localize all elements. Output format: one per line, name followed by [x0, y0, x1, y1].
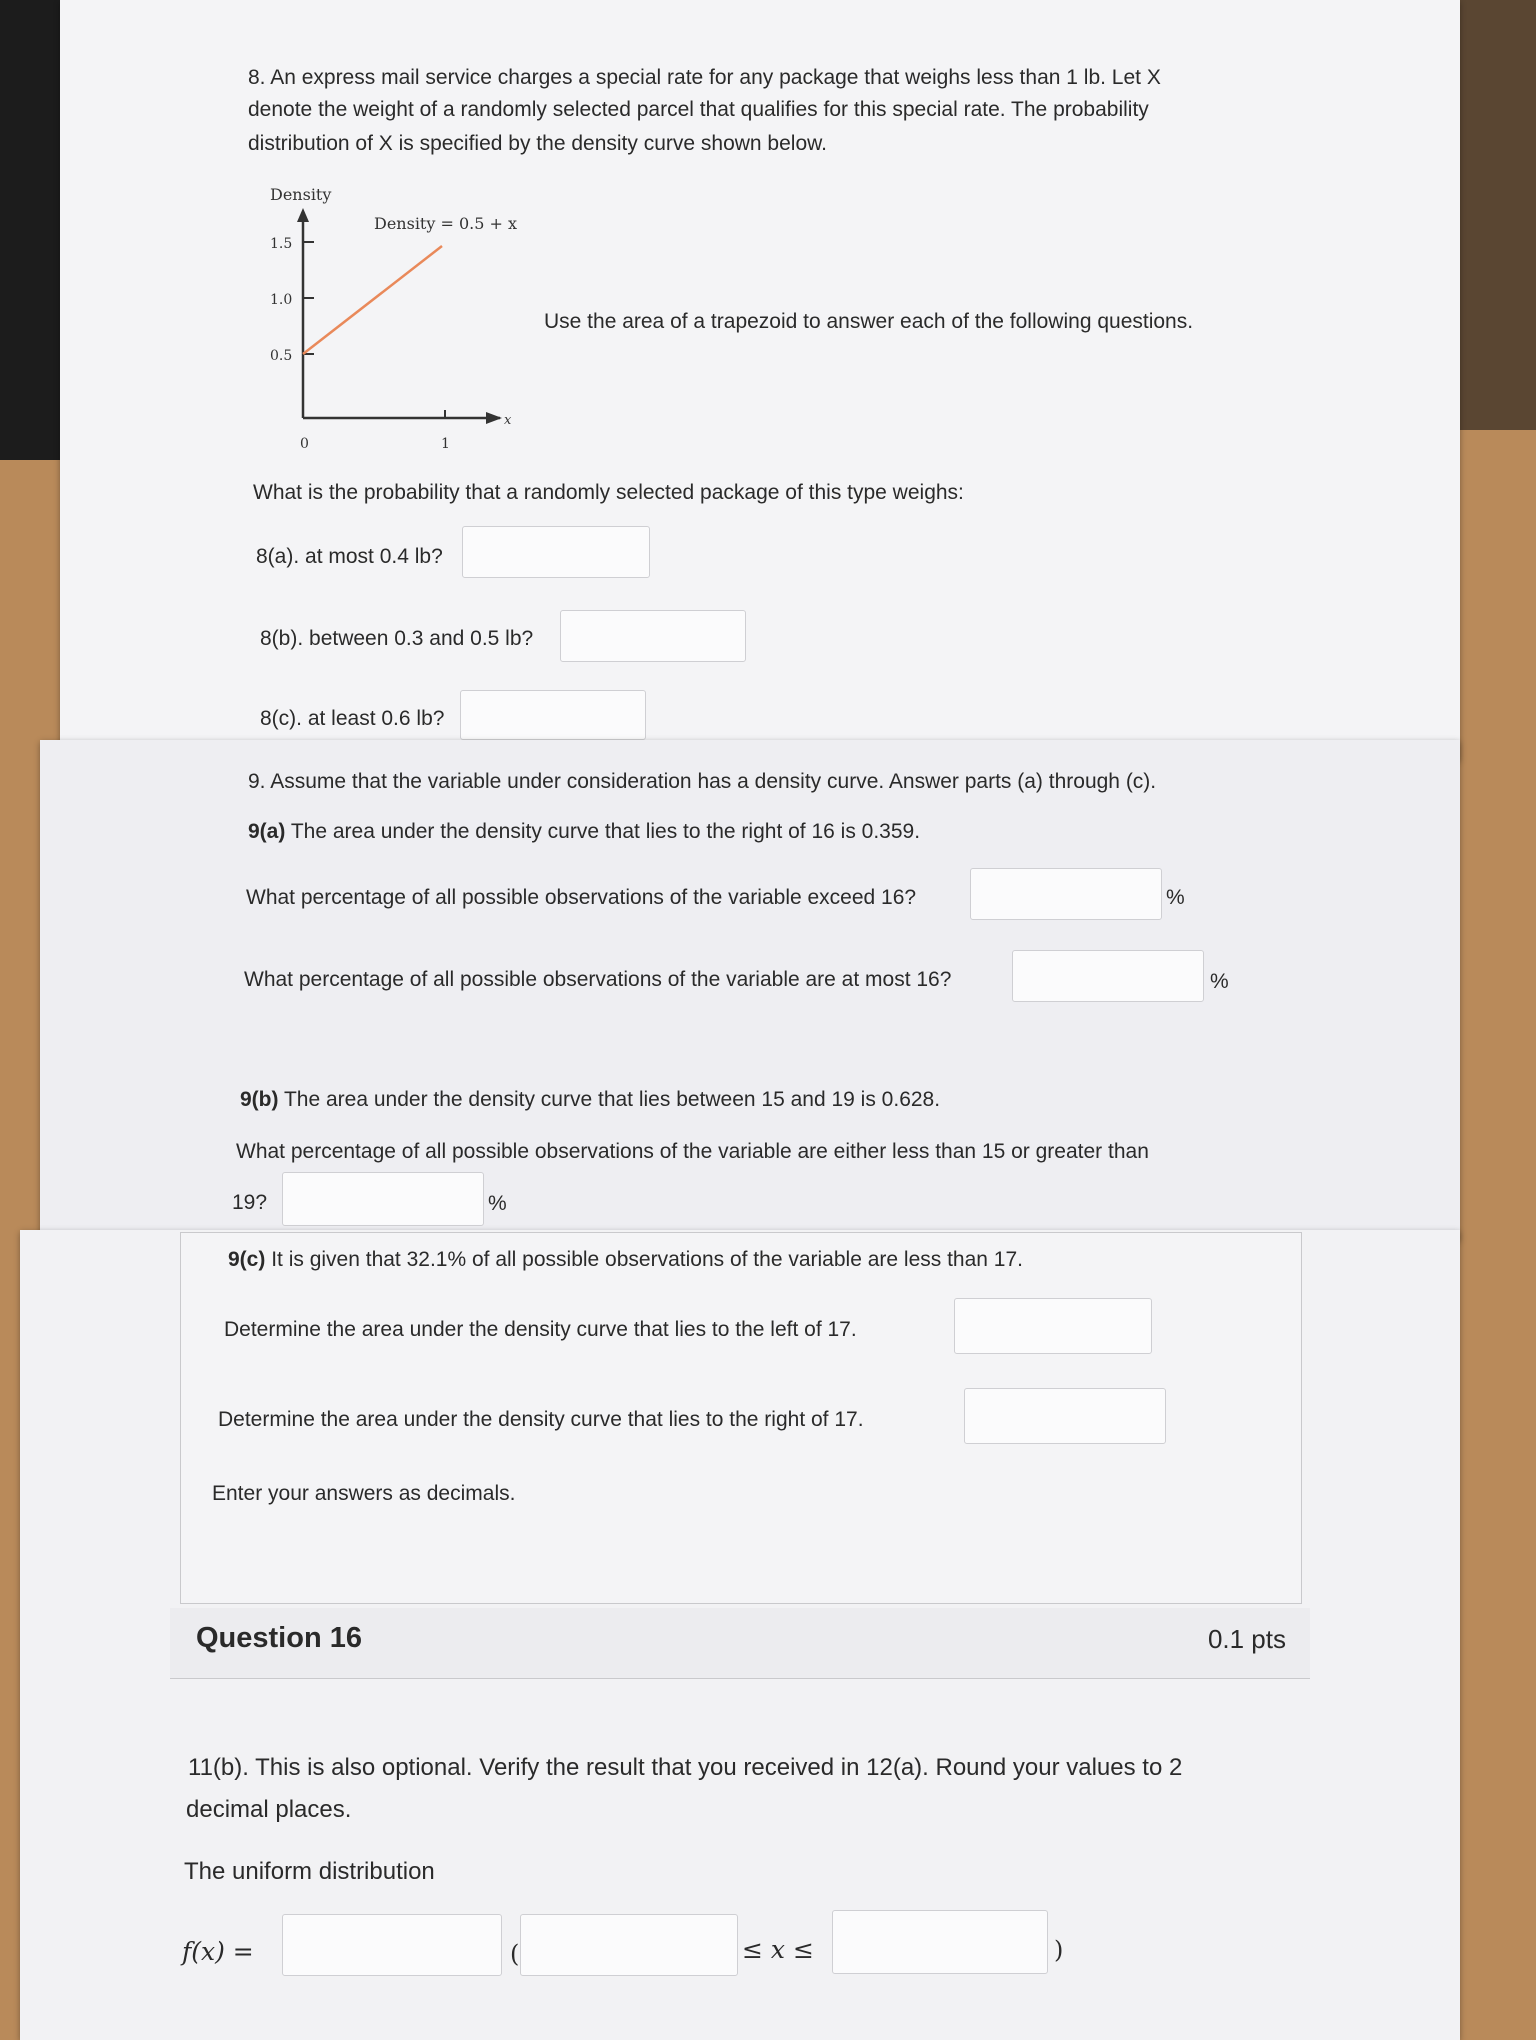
ytick-label-0-5: 0.5: [270, 348, 293, 364]
q9-intro: 9. Assume that the variable under consideration has a density curve. Answer parts (a) through (c).: [248, 770, 1157, 793]
q16-f-label: f(x) =: [182, 1937, 254, 1966]
q8c-label: 8(c). at least 0.6 lb?: [260, 707, 445, 730]
q9b-text: The area under the density curve that lies between 15 and 19 is 0.628.: [283, 1088, 941, 1111]
q16-inequality: ≤ x ≤: [742, 1935, 814, 1964]
q8-text-line3: distribution of X is specified by the density curve shown below.: [248, 132, 827, 155]
q9a-question1: What percentage of all possible observations of the variable exceed 16?: [246, 886, 917, 909]
q9c-statement: [228, 1244, 1023, 1276]
graph-ylabel: Density: [270, 185, 332, 204]
q9b-answer-input[interactable]: [282, 1172, 484, 1226]
q9a-text: The area under the density curve that lies to the right of 16 is 0.359.: [290, 820, 921, 843]
q16-open-paren: (: [510, 1940, 520, 1968]
q9a-label: 9(a): [248, 820, 286, 843]
q16-text-line1: 11(b). This is also optional. Verify the result that you received in 12(a). Round your values to 2: [188, 1754, 1183, 1781]
q9c-question2: Determine the area under the density curve that lies to the right of 17.: [218, 1408, 864, 1431]
graph-equation-label: Density = 0.5 + x: [374, 214, 518, 233]
q16-close-paren: ): [1054, 1936, 1064, 1964]
ytick-label-1-5: 1.5: [270, 236, 293, 252]
question16-points: 0.1 pts: [1207, 1624, 1286, 1654]
density-curve-graph: [250, 178, 540, 458]
trapezoid-instruction: Use the area of a trapezoid to answer each of the following questions.: [544, 310, 1194, 333]
q16-upper-bound-input[interactable]: [832, 1910, 1048, 1974]
q9c-question1: Determine the area under the density curve that lies to the left of 17.: [224, 1318, 857, 1341]
q9a-statement: [248, 816, 920, 848]
q8-prompt: What is the probability that a randomly selected package of this type weighs:: [253, 481, 964, 504]
q16-text-line2: decimal places.: [186, 1796, 352, 1823]
graph-x-axis-label: x: [504, 413, 512, 428]
q8-text-line2: denote the weight of a randomly selected parcel that qualifies for this special rate. The probability: [248, 98, 1149, 121]
q9a-question2: What percentage of all possible observations of the variable are at most 16?: [244, 968, 952, 991]
q9c-label: 9(c): [228, 1248, 266, 1271]
xtick-label-1: 1: [441, 436, 450, 452]
question16-header: [170, 1608, 1310, 1679]
q8c-answer-input[interactable]: [460, 690, 646, 740]
q9b-label: 9(b): [240, 1088, 279, 1111]
q8a-answer-input[interactable]: [462, 526, 650, 578]
q9c-left-area-input[interactable]: [954, 1298, 1152, 1354]
density-line: [303, 246, 442, 354]
ytick-label-1-0: 1.0: [270, 292, 293, 308]
question16-title: Question 16: [196, 1622, 362, 1654]
q16-uniform-label: The uniform distribution: [184, 1858, 435, 1885]
q9b-question-line2: 19?: [232, 1191, 268, 1214]
q9c-note: Enter your answers as decimals.: [212, 1482, 516, 1505]
desk-background-left: [0, 0, 60, 460]
q8b-label: 8(b). between 0.3 and 0.5 lb?: [260, 627, 534, 650]
q9b-question-line1: What percentage of all possible observations of the variable are either less than 15 or greater than: [236, 1140, 1149, 1163]
q16-lower-bound-input[interactable]: [520, 1914, 738, 1976]
q16-fx-input[interactable]: [282, 1914, 502, 1976]
q8a-label: 8(a). at most 0.4 lb?: [256, 545, 443, 568]
q9b-statement: [240, 1084, 940, 1116]
q9a-exceed-input[interactable]: [970, 868, 1162, 920]
graph-x-arrow: [486, 412, 502, 424]
q9a-atmost-input[interactable]: [1012, 950, 1204, 1002]
q9a-atmost-percent: %: [1210, 970, 1229, 993]
xtick-label-0: 0: [300, 436, 309, 452]
graph-y-arrow: [297, 208, 309, 222]
q8b-answer-input[interactable]: [560, 610, 746, 662]
q9a-exceed-percent: %: [1166, 886, 1185, 909]
q9b-percent: %: [488, 1192, 507, 1215]
q9c-text: It is given that 32.1% of all possible observations of the variable are less than 17.: [271, 1248, 1023, 1271]
q9c-right-area-input[interactable]: [964, 1388, 1166, 1444]
q8-text-line1: 8. An express mail service charges a special rate for any package that weighs less than 1 lb. Let X: [248, 66, 1161, 89]
